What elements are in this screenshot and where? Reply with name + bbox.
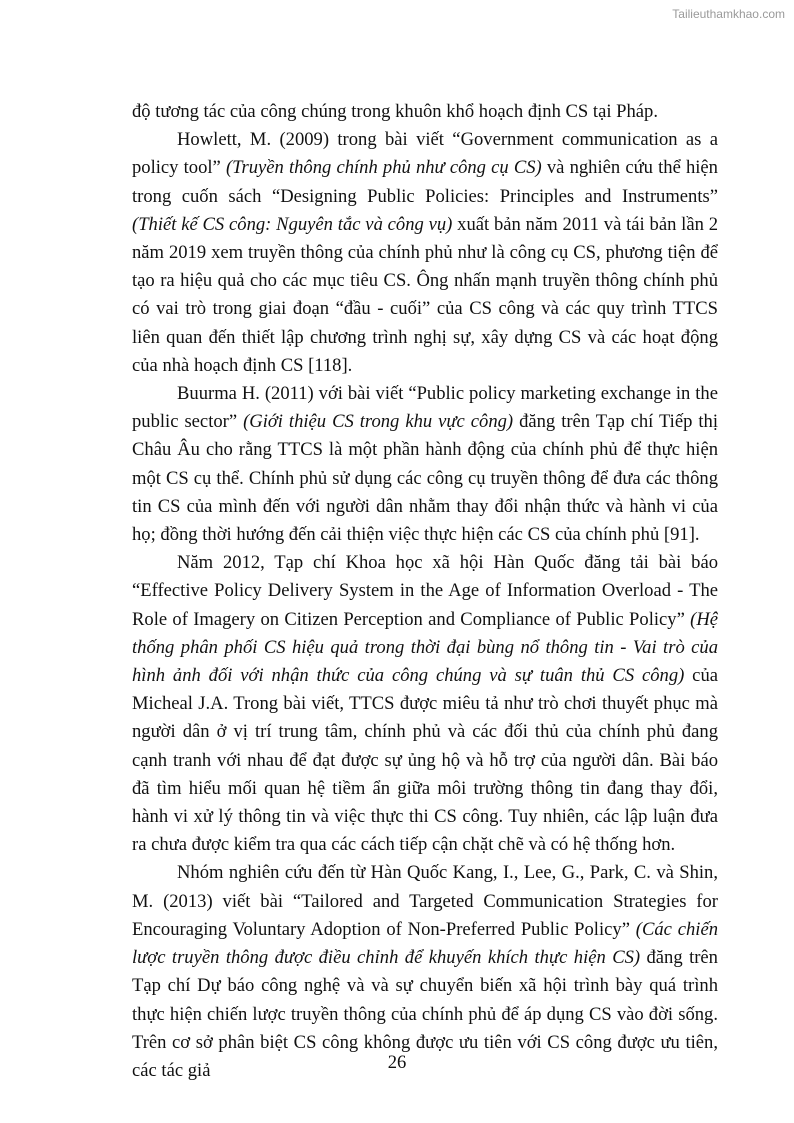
italic-translation: (Thiết kế CS công: Nguyên tắc và công vụ) [132,213,453,235]
text-run: Năm 2012, Tạp chí Khoa học xã hội Hàn Quốc đăng tải bài báo “Effective Policy Delivery System in the Age of Information Overload - The Role of Imagery on Citizen Perception and Compliance of Public Policy” [132,552,718,630]
paragraph-howlett [132,126,718,380]
text-run: của Micheal J.A. Trong bài viết, TTCS được miêu tả như trò chơi thuyết phục mà người dân ở vị trí trung tâm, chính phủ và các đối thủ của chính phủ đang cạnh tranh với nhau để đạt được sự ủng hộ và hỗ trợ của người dân. Bài báo đã tìm hiểu mối quan hệ tiềm ẩn giữa môi trường thông tin đang thay đổi, hành vi xử lý thông tin và việc thực thi CS công. Tuy nhiên, các lập luận đưa ra chưa được kiểm tra qua các cách tiếp cận chặt chẽ và có hệ thống hơn. [132,665,718,856]
text-run: xuất bản năm 2011 và tái bản lần 2 năm 2019 xem truyền thông của chính phủ như là công cụ CS, phương tiện để tạo ra hiệu quả cho các mục tiêu CS. Ông nhấn mạnh truyền thông chính phủ có vai trò trong giai đoạn “đầu - cuối” của CS công và các quy trình TTCS liên quan đến thiết lập chương trình nghị sự, xây dựng CS và các hoạt động của nhà hoạch định CS [118]. [132,213,719,376]
watermark: Tailieuthamkhao.com [672,7,785,21]
italic-translation: (Truyền thông chính phủ như công cụ CS) [225,157,542,179]
italic-translation: (Giới thiệu CS trong khu vực công) [243,411,514,433]
text-run: Howlett, M. (2009) trong bài viết “Government communication as a policy tool” [132,129,718,179]
italic-translation: (Các chiến lược truyền thông được điều chỉnh để khuyến khích thực hiện CS) [132,918,718,969]
page-number: 26 [387,1052,407,1073]
text-run: Nhóm nghiên cứu đến từ Hàn Quốc Kang, I., Lee, G., Park, C. và Shin, M. (2013) viết bài “Tailored and Targeted Communication Strategies for Encouraging Voluntary Adoption of Non-Preferred Public Policy” [132,862,718,940]
paragraph-buurma [132,380,718,549]
document-body [132,98,718,1085]
text-run: Buurma H. (2011) với bài viết “Public policy marketing exchange in the public sector” [132,383,718,433]
text-run: đăng trên Tạp chí Tiếp thị Châu Âu cho rằng TTCS là một phần hành động của chính phủ để thực hiện một CS cụ thể. Chính phủ sử dụng các công cụ truyền thông để đưa các thông tin CS của mình đến với người dân nhằm thay đổi nhận thức và hành vi của họ; đồng thời hướng đến cải thiện việc thực hiện các CS của chính phủ [91]. [132,411,718,546]
paragraph-continuation [132,98,718,126]
text-run: và nghiên cứu thể hiện trong cuốn sách “Designing Public Policies: Principles and Instruments” [132,157,718,207]
italic-translation: (Hệ thống phân phối CS hiệu quả trong thời đại bùng nổ thông tin - Vai trò của hình ảnh đối với nhận thức của công chúng và sự tuân thủ CS công) [132,608,718,687]
paragraph-korea-2012 [132,549,718,859]
text-run: độ tương tác của công chúng trong khuôn khổ hoạch định CS tại Pháp. [132,101,658,122]
text-run: đăng trên Tạp chí Dự báo công nghệ và và sự chuyển biến xã hội trình bày quá trình thực hiện chiến lược truyền thông của chính phủ để áp dụng CS vào đời sống. Trên cơ sở phân biệt CS công không được ưu tiên với CS công được ưu tiên, các tác giả [132,947,718,1081]
